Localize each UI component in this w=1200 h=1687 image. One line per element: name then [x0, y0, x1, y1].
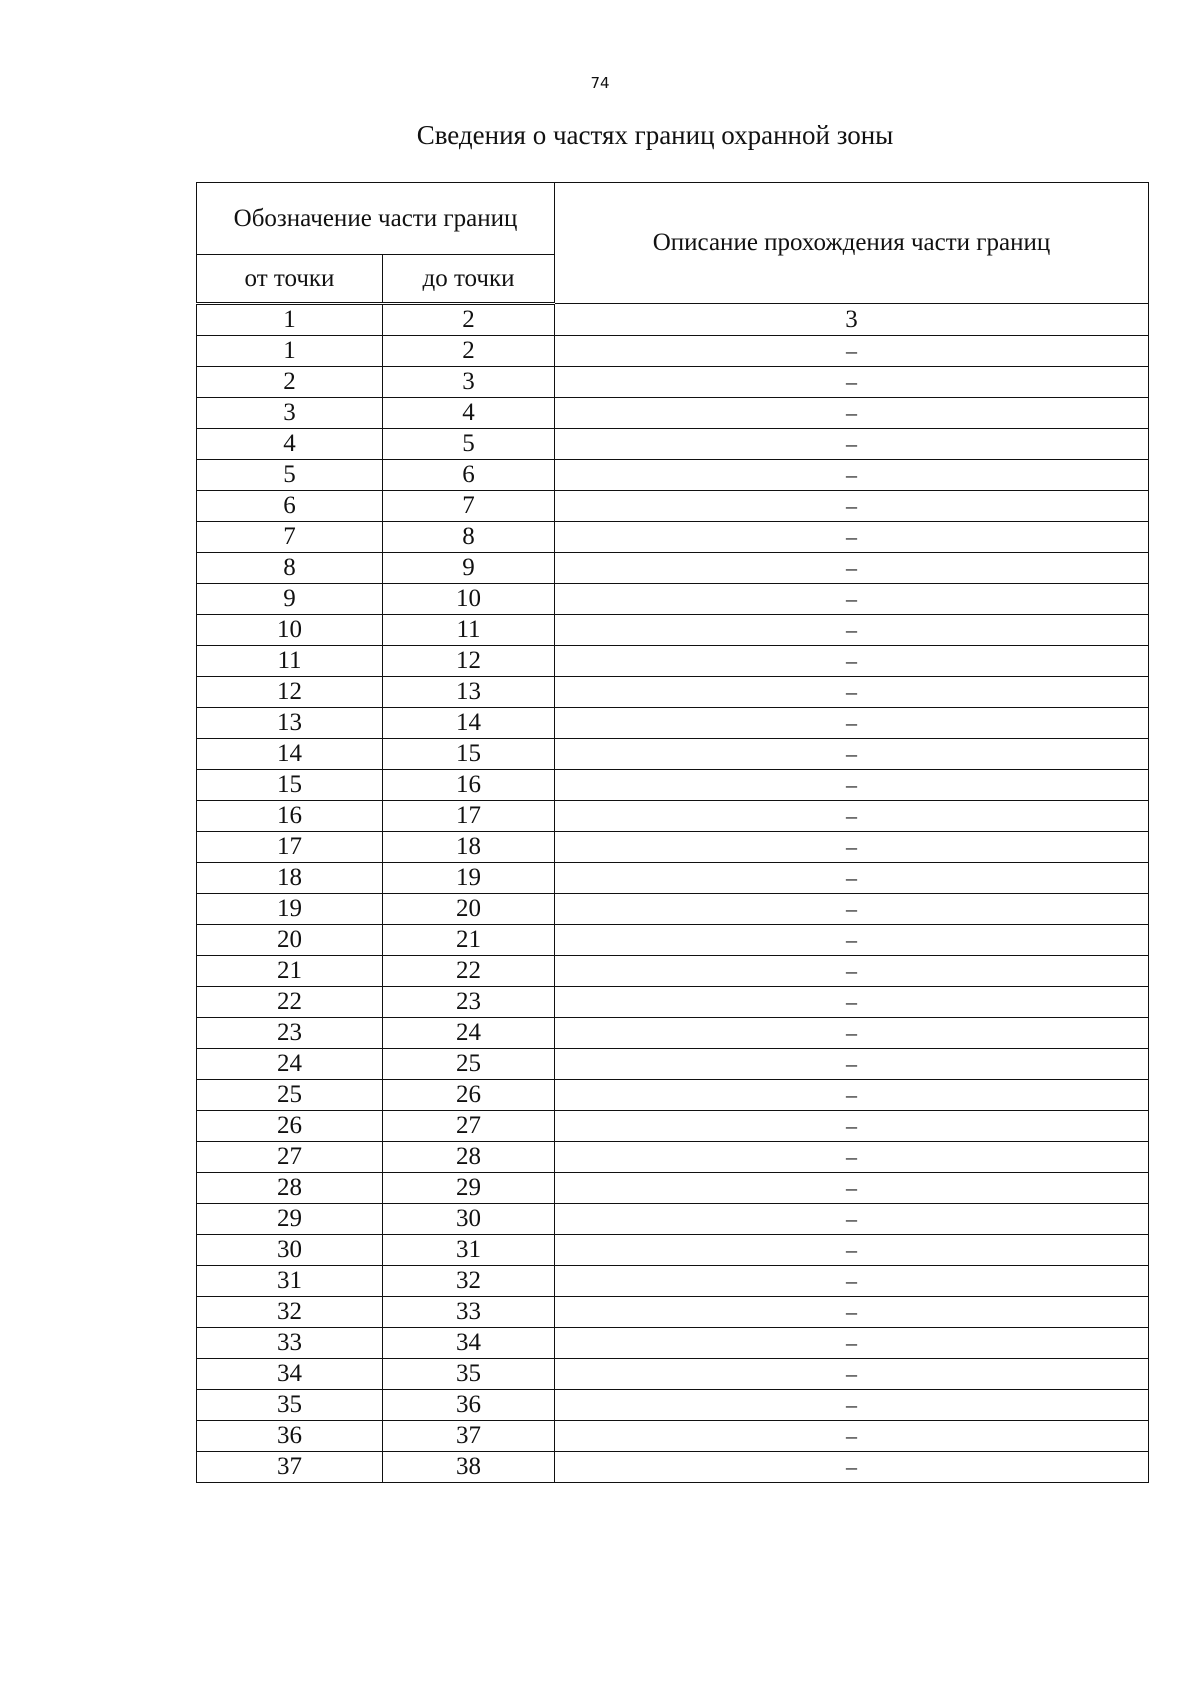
description-cell: –: [555, 770, 1149, 801]
to-point-cell: 4: [383, 398, 555, 429]
description-cell: –: [555, 739, 1149, 770]
description-cell: –: [555, 987, 1149, 1018]
description-cell: –: [555, 1297, 1149, 1328]
description-cell: –: [555, 429, 1149, 460]
description-cell: –: [555, 1080, 1149, 1111]
to-point-cell: 17: [383, 801, 555, 832]
description-cell: –: [555, 677, 1149, 708]
to-point-cell: 31: [383, 1235, 555, 1266]
boundary-parts-table-container: [196, 182, 1148, 1483]
table-row: [197, 1421, 1149, 1452]
from-point-cell: 12: [197, 677, 383, 708]
description-cell: –: [555, 894, 1149, 925]
table-header: [197, 183, 1149, 304]
to-point-cell: 10: [383, 584, 555, 615]
to-point-cell: 18: [383, 832, 555, 863]
from-point-cell: 32: [197, 1297, 383, 1328]
from-point-cell: 28: [197, 1173, 383, 1204]
table-row: [197, 1452, 1149, 1483]
table-row: [197, 1142, 1149, 1173]
description-cell: –: [555, 1421, 1149, 1452]
table-row: [197, 584, 1149, 615]
to-point-cell: 34: [383, 1328, 555, 1359]
from-point-cell: 26: [197, 1111, 383, 1142]
column-index-row: [197, 304, 1149, 336]
description-cell: –: [555, 1235, 1149, 1266]
table-row: [197, 925, 1149, 956]
description-cell: –: [555, 1204, 1149, 1235]
to-point-cell: 22: [383, 956, 555, 987]
from-point-cell: 13: [197, 708, 383, 739]
to-point-cell: 15: [383, 739, 555, 770]
table-row: [197, 1173, 1149, 1204]
from-point-cell: 11: [197, 646, 383, 677]
description-cell: –: [555, 1390, 1149, 1421]
to-point-cell: 16: [383, 770, 555, 801]
description-cell: –: [555, 398, 1149, 429]
header-to-point: до точки: [383, 255, 555, 304]
page-number: 74: [590, 74, 610, 92]
from-point-cell: 18: [197, 863, 383, 894]
table-row: [197, 1080, 1149, 1111]
from-point-cell: 15: [197, 770, 383, 801]
table-row: [197, 1049, 1149, 1080]
table-row: [197, 491, 1149, 522]
table-row: [197, 615, 1149, 646]
table-row: [197, 739, 1149, 770]
to-point-cell: 9: [383, 553, 555, 584]
table-row: [197, 336, 1149, 367]
description-cell: –: [555, 460, 1149, 491]
from-point-cell: 37: [197, 1452, 383, 1483]
table-row: [197, 1297, 1149, 1328]
from-point-cell: 22: [197, 987, 383, 1018]
from-point-cell: 5: [197, 460, 383, 491]
from-point-cell: 8: [197, 553, 383, 584]
description-cell: –: [555, 584, 1149, 615]
from-point-cell: 4: [197, 429, 383, 460]
description-cell: –: [555, 553, 1149, 584]
to-point-cell: 28: [383, 1142, 555, 1173]
description-cell: –: [555, 1359, 1149, 1390]
table-row: [197, 367, 1149, 398]
from-point-cell: 9: [197, 584, 383, 615]
to-point-cell: 36: [383, 1390, 555, 1421]
description-cell: –: [555, 491, 1149, 522]
from-point-cell: 7: [197, 522, 383, 553]
description-cell: –: [555, 1328, 1149, 1359]
table-row: [197, 832, 1149, 863]
from-point-cell: 23: [197, 1018, 383, 1049]
to-point-cell: 29: [383, 1173, 555, 1204]
table-row: [197, 987, 1149, 1018]
to-point-cell: 37: [383, 1421, 555, 1452]
from-point-cell: 21: [197, 956, 383, 987]
to-point-cell: 13: [383, 677, 555, 708]
to-point-cell: 12: [383, 646, 555, 677]
table-row: [197, 770, 1149, 801]
description-cell: –: [555, 1452, 1149, 1483]
to-point-cell: 14: [383, 708, 555, 739]
description-cell: –: [555, 801, 1149, 832]
table-row: [197, 1111, 1149, 1142]
from-point-cell: 36: [197, 1421, 383, 1452]
table-row: [197, 956, 1149, 987]
table-row: [197, 429, 1149, 460]
description-cell: –: [555, 615, 1149, 646]
from-point-cell: 33: [197, 1328, 383, 1359]
index-cell: 1: [197, 304, 383, 336]
description-cell: –: [555, 956, 1149, 987]
from-point-cell: 30: [197, 1235, 383, 1266]
from-point-cell: 14: [197, 739, 383, 770]
to-point-cell: 6: [383, 460, 555, 491]
from-point-cell: 10: [197, 615, 383, 646]
table-row: [197, 522, 1149, 553]
from-point-cell: 24: [197, 1049, 383, 1080]
to-point-cell: 5: [383, 429, 555, 460]
table-row: [197, 1266, 1149, 1297]
from-point-cell: 29: [197, 1204, 383, 1235]
description-cell: –: [555, 336, 1149, 367]
to-point-cell: 23: [383, 987, 555, 1018]
header-from-point: от точки: [197, 255, 383, 304]
to-point-cell: 7: [383, 491, 555, 522]
to-point-cell: 33: [383, 1297, 555, 1328]
to-point-cell: 38: [383, 1452, 555, 1483]
table-row: [197, 1204, 1149, 1235]
description-cell: –: [555, 522, 1149, 553]
table-row: [197, 460, 1149, 491]
from-point-cell: 17: [197, 832, 383, 863]
from-point-cell: 34: [197, 1359, 383, 1390]
from-point-cell: 19: [197, 894, 383, 925]
to-point-cell: 24: [383, 1018, 555, 1049]
description-cell: –: [555, 1111, 1149, 1142]
to-point-cell: 2: [383, 336, 555, 367]
to-point-cell: 3: [383, 367, 555, 398]
to-point-cell: 19: [383, 863, 555, 894]
header-row-group: [197, 183, 1149, 255]
description-cell: –: [555, 1173, 1149, 1204]
from-point-cell: 31: [197, 1266, 383, 1297]
to-point-cell: 27: [383, 1111, 555, 1142]
index-cell: 2: [383, 304, 555, 336]
to-point-cell: 21: [383, 925, 555, 956]
header-boundary-description: Описание прохождения части границ: [555, 183, 1149, 304]
description-cell: –: [555, 1142, 1149, 1173]
from-point-cell: 27: [197, 1142, 383, 1173]
description-cell: –: [555, 646, 1149, 677]
table-row: [197, 1359, 1149, 1390]
description-cell: –: [555, 925, 1149, 956]
to-point-cell: 26: [383, 1080, 555, 1111]
table-row: [197, 1390, 1149, 1421]
from-point-cell: 20: [197, 925, 383, 956]
description-cell: –: [555, 1018, 1149, 1049]
index-cell: 3: [555, 304, 1149, 336]
table-row: [197, 677, 1149, 708]
description-cell: –: [555, 708, 1149, 739]
from-point-cell: 35: [197, 1390, 383, 1421]
table-row: [197, 553, 1149, 584]
table-row: [197, 863, 1149, 894]
description-cell: –: [555, 1049, 1149, 1080]
table-row: [197, 1018, 1149, 1049]
from-point-cell: 1: [197, 336, 383, 367]
table-row: [197, 646, 1149, 677]
to-point-cell: 30: [383, 1204, 555, 1235]
to-point-cell: 11: [383, 615, 555, 646]
from-point-cell: 2: [197, 367, 383, 398]
description-cell: –: [555, 832, 1149, 863]
table-row: [197, 1235, 1149, 1266]
from-point-cell: 6: [197, 491, 383, 522]
boundary-parts-table: [196, 182, 1149, 1483]
description-cell: –: [555, 1266, 1149, 1297]
table-row: [197, 801, 1149, 832]
to-point-cell: 35: [383, 1359, 555, 1390]
to-point-cell: 20: [383, 894, 555, 925]
from-point-cell: 16: [197, 801, 383, 832]
table-row: [197, 398, 1149, 429]
to-point-cell: 8: [383, 522, 555, 553]
page-title: Сведения о частях границ охранной зоны: [416, 120, 894, 150]
description-cell: –: [555, 863, 1149, 894]
table-row: [197, 1328, 1149, 1359]
to-point-cell: 25: [383, 1049, 555, 1080]
to-point-cell: 32: [383, 1266, 555, 1297]
header-boundary-part-designation: Обозначение части границ: [197, 183, 555, 255]
from-point-cell: 3: [197, 398, 383, 429]
description-cell: –: [555, 367, 1149, 398]
table-row: [197, 708, 1149, 739]
table-row: [197, 894, 1149, 925]
from-point-cell: 25: [197, 1080, 383, 1111]
table-body: [197, 304, 1149, 1483]
